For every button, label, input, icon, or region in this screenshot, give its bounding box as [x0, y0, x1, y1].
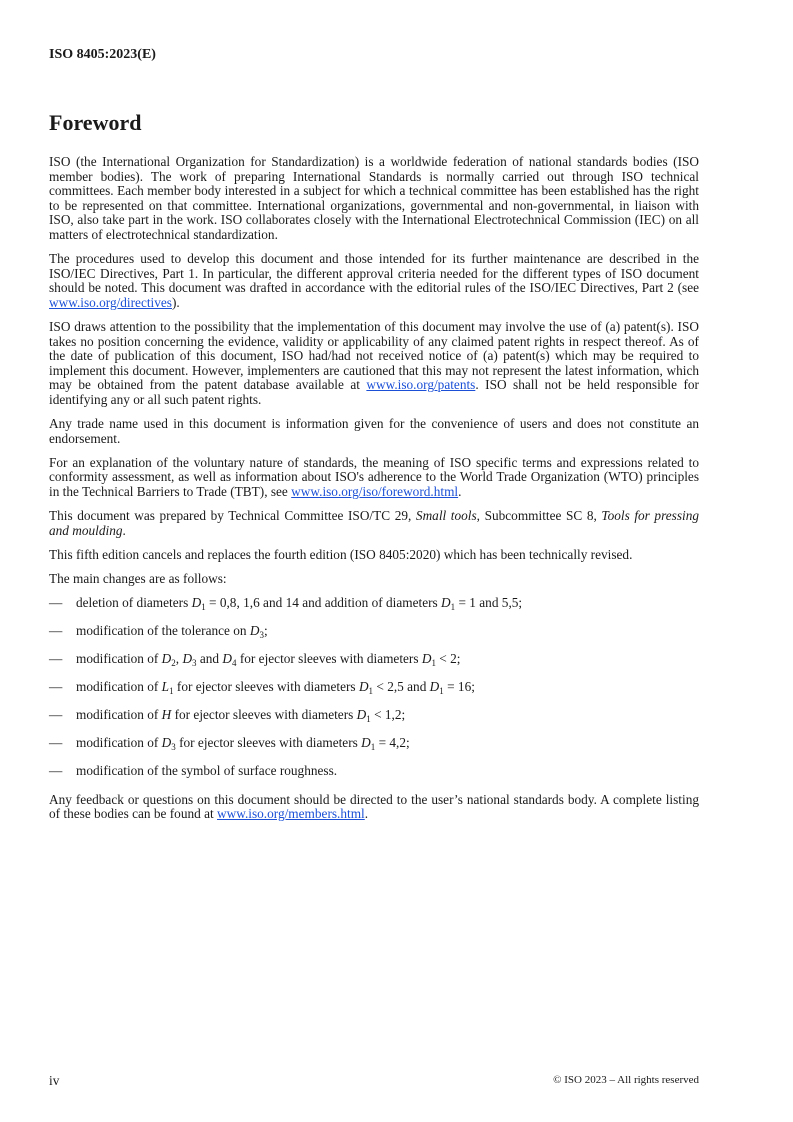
page-number: iv: [49, 1073, 60, 1088]
dash-bullet: —: [49, 679, 63, 695]
text: for ejector sleeves with diameters: [171, 707, 357, 723]
paragraph: [49, 572, 699, 587]
text: = 1 and 5,5;: [455, 594, 523, 610]
list-item-text: [76, 680, 475, 695]
subscript: 4: [232, 658, 237, 669]
list-item-text: [76, 736, 410, 751]
dash-bullet: —: [49, 763, 63, 779]
dash-bullet: —: [49, 651, 63, 667]
list-item: [49, 652, 699, 667]
text: = 0,8, 1,6 and 14 and addition of diameters: [205, 594, 442, 610]
list-item-text: [76, 708, 405, 723]
subscript: 1: [201, 601, 206, 612]
text: The main changes are as follows:: [49, 570, 227, 586]
variable-symbol: D: [441, 594, 451, 610]
foreword-body: [49, 155, 699, 831]
variable-symbol: D: [161, 735, 172, 751]
text: < 2;: [435, 651, 461, 667]
link[interactable]: www.iso.org/iso/foreword.html: [291, 483, 459, 499]
text: for ejector sleeves with diameters: [173, 679, 359, 695]
text: For an explanation of the voluntary nature of standards, the meaning of ISO specific terms and expressions related to conformity assessment, as well as information about ISO's adherence to the World Trade Organization (WTO) principles in the Technical Barriers to Trade (TBT), see: [49, 454, 699, 499]
subscript: 1: [366, 714, 371, 725]
text: for ejector sleeves with diameters: [175, 735, 362, 751]
paragraphs: [49, 155, 699, 586]
list-item-text: [76, 596, 522, 611]
variable-symbol: D: [421, 651, 432, 667]
text: The procedures used to develop this document and those intended for its further maintenance are described in the ISO/IEC Directives, Part 1. In particular, the different approval criteria needed for the different types of ISO document should be noted. This document was drafted in accordance with the editorial rules of the ISO/IEC Directives, Part 2 (see: [49, 251, 699, 296]
text: modification of: [76, 679, 162, 695]
paragraph: [49, 456, 699, 500]
text: . ISO shall not be held responsible for identifying any or all such patent rights.: [49, 377, 699, 407]
variable-symbol: D: [356, 707, 367, 723]
dash-bullet: —: [49, 622, 63, 638]
subscript: 3: [192, 658, 197, 669]
text: for ejector sleeves with diameters: [236, 651, 422, 667]
list-item: [49, 764, 699, 779]
subscript: 1: [169, 686, 174, 697]
list-item-text: [76, 764, 337, 779]
variable-symbol: D: [222, 651, 233, 667]
text: = 16;: [443, 679, 475, 695]
text: modification of the tolerance on: [76, 622, 250, 638]
subscript: 1: [439, 686, 444, 697]
subscript: 1: [368, 686, 374, 697]
text: ).: [171, 294, 180, 310]
variable-symbol: D: [429, 679, 440, 695]
paragraph: [49, 252, 699, 310]
text: This fifth edition cancels and replaces the fourth edition (ISO 8405:2020) which has been technically revised.: [49, 546, 633, 562]
text: ,: [175, 651, 183, 667]
paragraph: [49, 417, 699, 446]
text: modification of: [76, 707, 162, 723]
text: .: [458, 483, 462, 499]
list-item-text: [76, 652, 460, 667]
link[interactable]: www.iso.org/members.html: [217, 806, 365, 822]
italic-text: Tools for pressing and moulding: [49, 507, 700, 538]
text: .: [364, 806, 369, 822]
text: modification of: [76, 735, 162, 751]
subscript: 3: [171, 742, 176, 753]
subscript: 2: [171, 658, 176, 669]
subscript: 1: [450, 601, 456, 612]
variable-symbol: D: [361, 735, 371, 751]
variable-symbol: D: [358, 679, 369, 695]
text: ;: [264, 622, 268, 638]
subscript: 3: [259, 629, 265, 640]
subscript: 1: [431, 658, 436, 669]
text: modification of the symbol of surface roughness.: [76, 763, 338, 779]
variable-symbol: L: [161, 679, 170, 695]
variable-symbol: D: [191, 594, 202, 610]
dash-bullet: —: [49, 707, 63, 723]
text: , Subcommittee SC 8,: [476, 507, 602, 523]
text: .: [122, 522, 126, 538]
text: deletion of diameters: [76, 594, 192, 610]
dash-bullet: —: [49, 594, 63, 610]
dash-bullet: —: [49, 735, 63, 751]
closing-paragraph: [49, 793, 699, 822]
list-item: [49, 736, 699, 751]
changes-list: [49, 596, 699, 779]
link[interactable]: www.iso.org/directives: [49, 294, 172, 310]
variable-symbol: D: [182, 651, 193, 667]
list-item-text: [76, 624, 268, 639]
text: and: [196, 651, 223, 667]
variable-symbol: D: [161, 651, 172, 667]
italic-text: Small tools: [415, 507, 477, 523]
paragraph: [49, 155, 699, 243]
variable-symbol: H: [161, 707, 172, 723]
document-header: ISO 8405:2023(E): [49, 47, 156, 62]
link[interactable]: www.iso.org/patents: [366, 377, 476, 393]
text: Any feedback or questions on this document should be directed to the user’s national standards body. A complete listing of these bodies can be found at: [49, 791, 699, 822]
paragraph: [49, 548, 699, 563]
text: modification of: [76, 651, 162, 667]
list-item: [49, 624, 699, 639]
text: This document was prepared by Technical Committee ISO/TC 29,: [49, 507, 416, 523]
text: ISO draws attention to the possibility that the implementation of this document may involve the use of (a) patent(s). ISO takes no position concerning the evidence, validity or applicability of any claimed patent rights in respect thereof. As of the date of publication of this document, ISO had/had not received notice of (a) patent(s) which may be required to implement this document. However, implementers are cautioned that this may not represent the latest information, which may be obtained from the patent database available at: [49, 318, 699, 393]
list-item: [49, 708, 699, 723]
text: < 2,5 and: [373, 679, 430, 695]
text: Any trade name used in this document is information given for the convenience of users and does not constitute an endorsement.: [49, 416, 699, 446]
text: < 1,2;: [370, 707, 406, 723]
list-item: [49, 680, 699, 695]
list-item: [49, 596, 699, 611]
variable-symbol: D: [249, 622, 260, 638]
text: = 4,2;: [375, 735, 410, 751]
paragraph: [49, 509, 699, 538]
text: ISO (the International Organization for Standardization) is a worldwide federation of national standards bodies (ISO member bodies). The work of preparing International Standards is normally carried out through ISO technical committees. Each member body interested in a subject for which a technical committee has been established has the right to be represented on that committee. International organizations, governmental and non-governmental, in liaison with ISO, also take part in the work. ISO collaborates closely with the International Electrotechnical Commission (IEC) on all matters of electrotechnical standardization.: [49, 154, 699, 242]
subscript: 1: [370, 742, 376, 753]
section-title: Foreword: [49, 110, 142, 135]
paragraph: [49, 320, 699, 408]
copyright-notice: © ISO 2023 – All rights reserved: [553, 1074, 699, 1086]
